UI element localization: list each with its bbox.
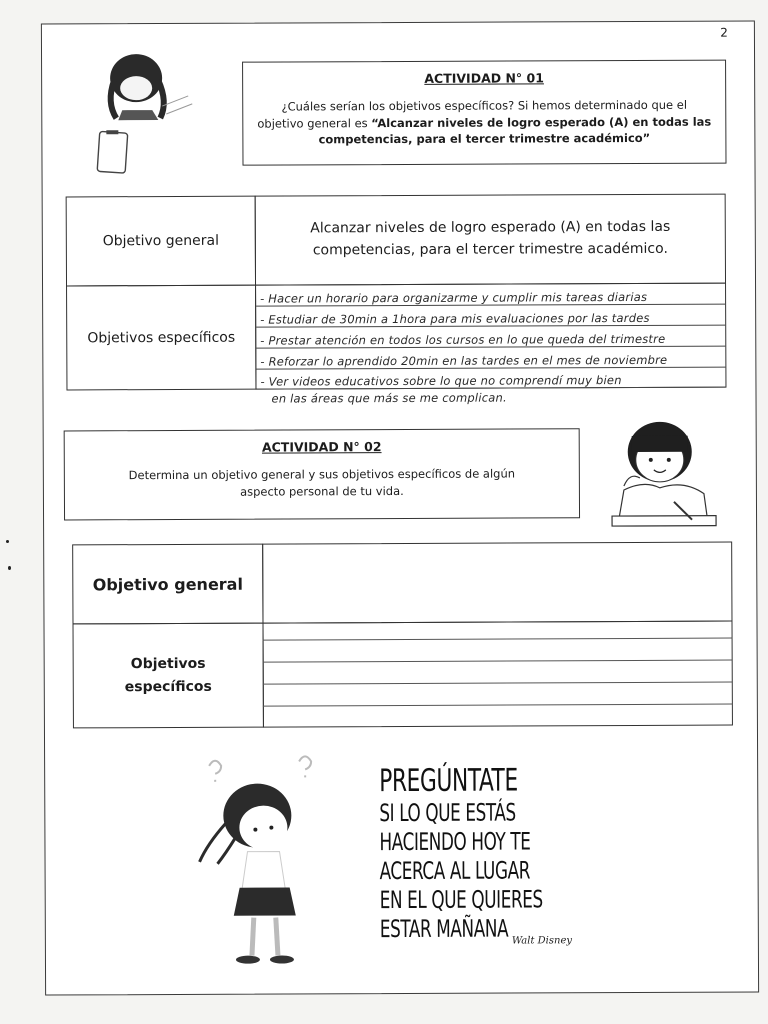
specific-objective-item: - Ver videos educativos sobre lo que no comprendí muy bien [256, 367, 725, 390]
quote-line: SI LO QUE ESTÁS [379, 798, 516, 828]
girl-questioning-illustration [195, 751, 326, 972]
objectives-table-blank [72, 542, 733, 729]
girl-writing-illustration [92, 40, 203, 180]
quote-line: ACERCA AL LUGAR [379, 856, 531, 886]
activity-2-title: ACTIVIDAD N° 02 [261, 439, 382, 455]
quote-line: EN EL QUE QUIERES [379, 885, 543, 915]
activity-1-title: ACTIVIDAD N° 01 [424, 70, 544, 86]
motivational-quote [379, 762, 620, 947]
specific-objectives-input[interactable] [262, 621, 732, 728]
general-objective-label: Objetivo general [66, 196, 256, 287]
quote-line: HACIENDO HOY TE [379, 827, 531, 857]
specific-objective-item: - Reforzar lo aprendido 20min en las tardes en el mes de noviembre [256, 347, 725, 370]
quote-author: Walt Disney [511, 935, 573, 947]
activity-1-box [242, 60, 726, 166]
specific-objectives-cell [255, 283, 726, 390]
specific-objectives-label-text: Objetivos específicos [124, 655, 212, 695]
quote-line: ESTAR MAÑANA [379, 914, 509, 944]
specific-objectives-label-2 [73, 623, 264, 729]
page-number: 2 [720, 25, 728, 40]
general-objective-value: Alcanzar niveles de logro esperado (A) en todas las competencias, para el tercer trimestre académico. [255, 194, 726, 286]
specific-objective-continuation: en las áreas que más se me complican. [271, 390, 507, 406]
activity-2-box [64, 428, 580, 520]
activity-1-text-plain: ¿Cuáles serían los objetivos específicos? Si hemos determinado que el objetivo general es [257, 97, 688, 131]
activity-1-text-bold: “Alcanzar niveles de logro esperado (A) en todas las competencias, para el tercer trimestre académico” [318, 114, 712, 147]
margin-mark [6, 540, 9, 543]
quote-line: PREGÚNTATE [379, 762, 518, 800]
general-objective-input[interactable] [262, 542, 732, 624]
activity-1-text [257, 97, 711, 149]
margin-mark [8, 566, 11, 570]
general-objective-label-text: Objetivo general [92, 574, 243, 594]
objectives-table-example [66, 194, 727, 406]
worksheet-page [41, 20, 759, 995]
specific-objective-item: - Hacer un horario para organizarme y cumplir mis tareas diarias [256, 284, 725, 307]
girl-thinking-illustration [604, 408, 725, 535]
activity-2-text: Determina un objetivo general y sus objetivos específicos de algún aspecto personal de tu vida. [128, 466, 516, 499]
general-objective-label-2 [72, 544, 263, 625]
specific-objective-item: - Estudiar de 30min a 1hora para mis evaluaciones por las tardes [256, 305, 725, 328]
specific-objectives-label: Objetivos específicos [66, 285, 256, 391]
specific-objective-item: - Prestar atención en todos los cursos en lo que queda del trimestre [256, 326, 725, 349]
